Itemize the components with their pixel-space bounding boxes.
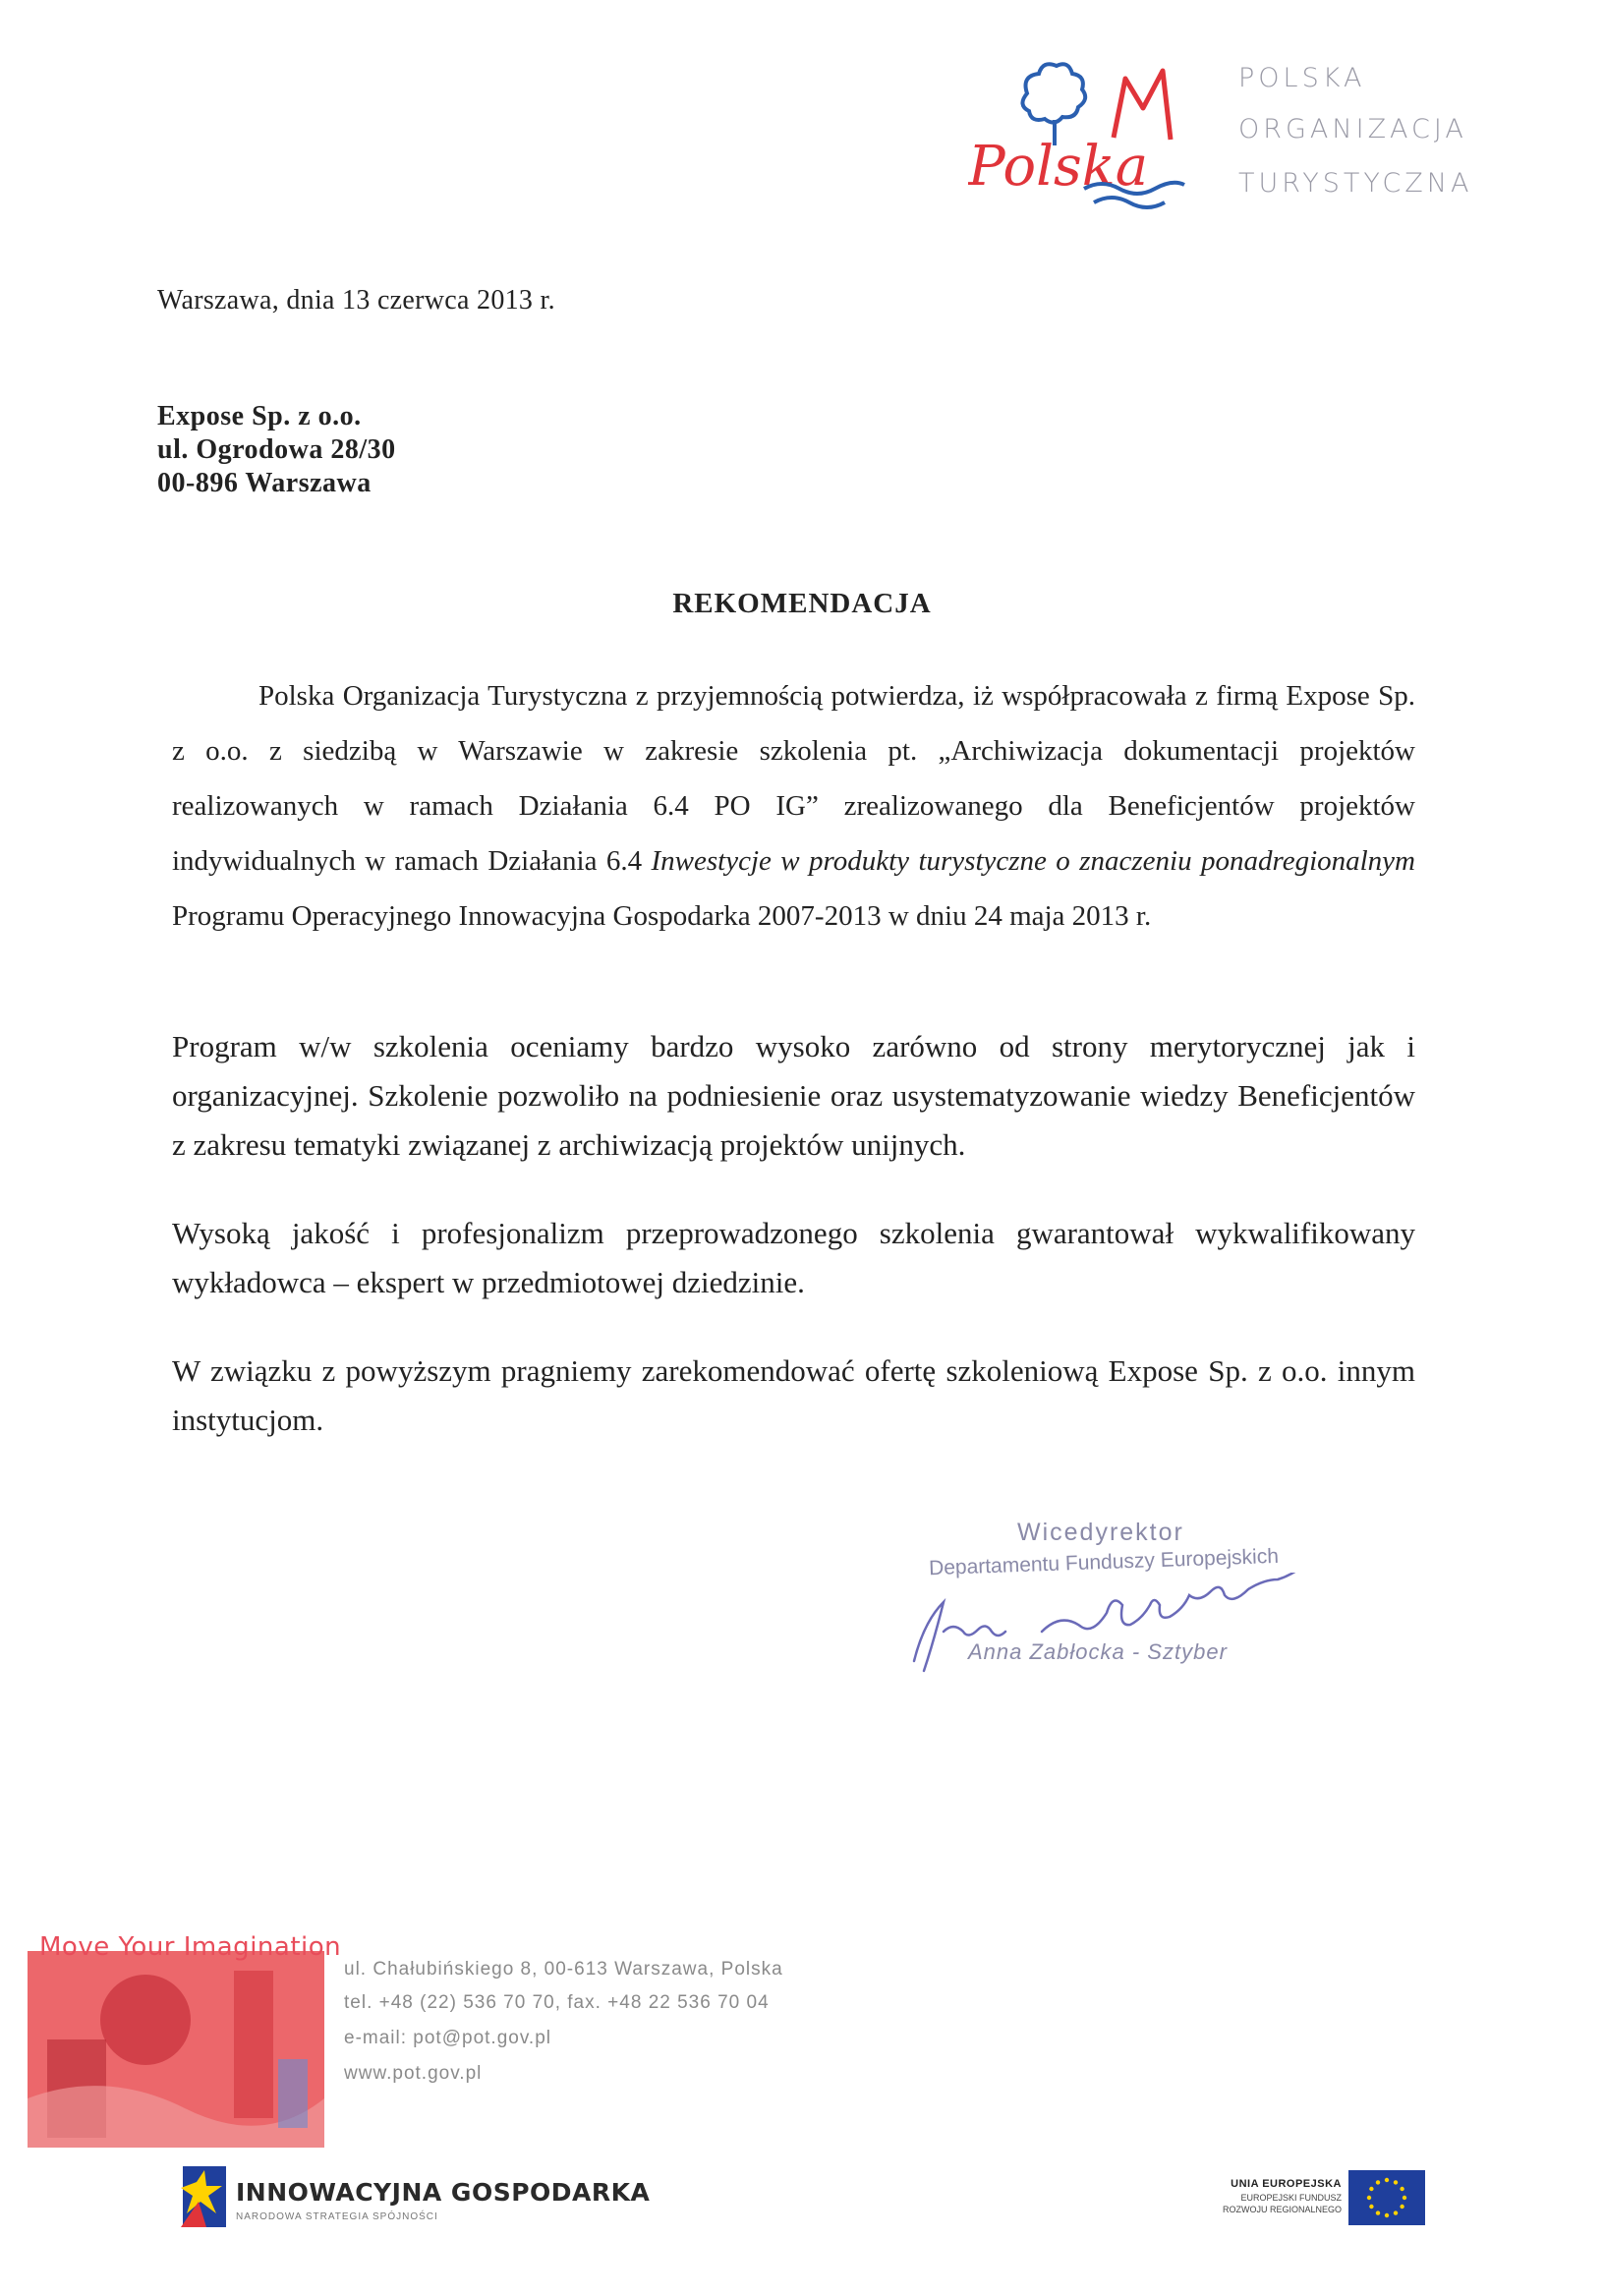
eu-label-2: EUROPEJSKI FUNDUSZ bbox=[1240, 2193, 1342, 2203]
paragraph-intro-text-b: Programu Operacyjnego Innowacyjna Gospodarka 2007-2013 w dniu 24 maja 2013 r. bbox=[172, 900, 1152, 932]
org-name-line-3: TURYSTYCZNA bbox=[1238, 168, 1473, 199]
eu-label-3: ROZWOJU REGIONALNEGO bbox=[1222, 2205, 1342, 2214]
recipient-name: Expose Sp. z o.o. bbox=[157, 401, 362, 431]
signature-department: Departamentu Funduszy Europejskich bbox=[928, 1544, 1280, 1580]
footer-email-label: e-mail: bbox=[344, 2028, 408, 2048]
paragraph-intro-italic: Inwestycje w produkty turystyczne o znaczeniu ponadregionalnym bbox=[651, 845, 1415, 877]
eu-flag-icon bbox=[1348, 2170, 1425, 2225]
paragraph-conclusion: W związku z powyższym pragniemy zarekomendować ofertę szkoleniową Expose Sp. z o.o. innym instytucjom. bbox=[172, 1353, 1415, 1437]
footer-motto: Move Your Imagination bbox=[39, 1932, 342, 1962]
mountain-logo-icon bbox=[1114, 71, 1171, 140]
recipient-street: ul. Ogrodowa 28/30 bbox=[157, 434, 396, 465]
logo-script: Polska bbox=[968, 135, 1149, 199]
recipient-city: 00-896 Warszawa bbox=[157, 468, 372, 498]
tree-logo-icon bbox=[1022, 64, 1085, 145]
org-name-line-1: POLSKA bbox=[1238, 63, 1366, 93]
footer-website[interactable]: www.pot.gov.pl bbox=[344, 2063, 483, 2084]
footer-email-line bbox=[344, 2028, 551, 2049]
signature-role: Wicedyrektor bbox=[1017, 1519, 1184, 1546]
paragraph-intro-text-a: Polska Organizacja Turystyczna z przyjemnością potwierdza, iż współpracowała z firmą Expose Sp. z o.o. z siedzibą w Warszawie w zakresie szkolenia pt. „Archiwizacja dokumentacji projektów realizowanych w ramach Działania 6.4 PO IG” zrealizowanego dla Beneficjentów projektów indywidualnych w ramach Działania 6.4 bbox=[172, 680, 1415, 877]
innowacyjna-gospodarka-icon bbox=[177, 2162, 232, 2231]
document-title: REKOMENDACJA bbox=[672, 588, 932, 619]
paragraph-intro bbox=[172, 668, 1415, 944]
signature-name: Anna Zabłocka - Sztyber bbox=[968, 1639, 1228, 1664]
footer-collage-image bbox=[28, 1951, 324, 2148]
paragraph-quality: Wysoką jakość i profesjonalizm przeprowadzonego szkolenia gwarantował wykwalifikowany wykładowca – ekspert w przedmiotowej dziedzinie. bbox=[172, 1216, 1415, 1299]
footer-phone: tel. +48 (22) 536 70 70, fax. +48 22 536 70 04 bbox=[344, 1992, 770, 2013]
ig-program-subtitle: NARODOWA STRATEGIA SPÓJNOŚCI bbox=[236, 2211, 438, 2222]
footer-address: ul. Chałubińskiego 8, 00-613 Warszawa, Polska bbox=[344, 1959, 783, 1980]
eu-label-1: UNIA EUROPEJSKA bbox=[1231, 2178, 1342, 2190]
paragraph-evaluation: Program w/w szkolenia oceniamy bardzo wysoko zarówno od strony merytorycznej jak i organizacyjnej. Szkolenie pozwoliło na podniesienie oraz usystematyzowanie wiedzy Beneficjentów z zakresu tematyki związanej z archiwizacją projektów unijnych. bbox=[172, 1029, 1415, 1162]
org-name-line-2: ORGANIZACJA bbox=[1238, 114, 1467, 144]
ig-program-name: INNOWACYJNA GOSPODARKA bbox=[236, 2178, 651, 2207]
footer-email-link[interactable]: pot@pot.gov.pl bbox=[413, 2028, 551, 2048]
date-line: Warszawa, dnia 13 czerwca 2013 r. bbox=[157, 285, 555, 316]
polska-logo bbox=[968, 59, 1204, 216]
